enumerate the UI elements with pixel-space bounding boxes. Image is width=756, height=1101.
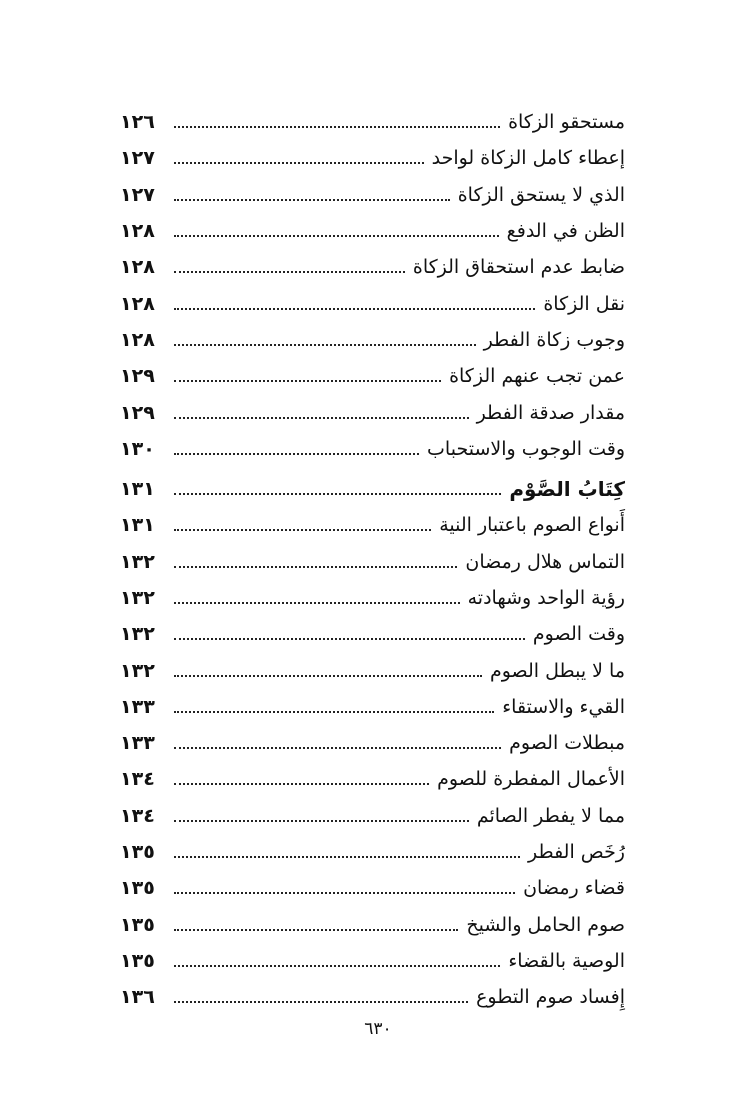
toc-entry-row [120, 322, 625, 358]
toc-entry-page-number: ١٣٤ [120, 804, 155, 827]
toc-entry-row [120, 689, 625, 725]
toc-section-heading-row [120, 471, 625, 507]
toc-entry-page-number: ١٣٢ [120, 550, 155, 573]
toc-entry-title: وقت الصوم [532, 623, 625, 646]
toc-entry-page-number: ١٣٣ [120, 695, 155, 718]
toc-entry-row [120, 177, 625, 213]
toc-entry-title: ضابط عدم استحقاق الزكاة [412, 256, 625, 279]
toc-entry-row [120, 544, 625, 580]
toc-entry-row [120, 834, 625, 870]
dot-leader [174, 638, 525, 640]
toc-entry-page-number: ١٢٩ [120, 365, 155, 388]
toc-entry-page-number: ١٣١ [120, 514, 155, 537]
dot-leader [174, 965, 500, 967]
toc-entry-title: نقل الزكاة [543, 292, 625, 315]
toc-entry-title: كِتَابُ الصَّوْم [509, 477, 625, 502]
toc-entry-title: رؤية الواحد وشهادته [467, 587, 625, 609]
dot-leader [174, 162, 424, 164]
dot-leader [174, 380, 441, 382]
dot-leader [174, 529, 431, 531]
toc-entry-row [120, 798, 625, 834]
toc-entry-title: ما لا يبطل الصوم [489, 659, 625, 682]
toc-entry-row [120, 249, 625, 285]
toc-entry-title: إِفساد صوم التطوع [476, 986, 625, 1009]
toc-entry-page-number: ١٣٢ [120, 623, 155, 646]
dot-leader [174, 493, 501, 495]
dot-leader [174, 235, 499, 237]
toc-entry-title: قضاء رمضان [523, 877, 625, 900]
dot-leader [174, 308, 535, 310]
toc-entry-page-number: ١٣٠ [120, 437, 155, 460]
toc-entry-title: صوم الحامل والشيخ [466, 913, 625, 936]
toc-entry-title: إعطاء كامل الزكاة لواحد [431, 147, 625, 170]
toc-entry-title: الذي لا يستحق الزكاة [457, 183, 625, 206]
toc-entry-page-number: ١٢٧ [120, 183, 155, 206]
toc-entry-title: مستحقو الزكاة [508, 111, 625, 134]
toc-entry-row [120, 943, 625, 979]
dot-leader [174, 344, 476, 346]
toc-entry-page-number: ١٣٢ [120, 659, 155, 682]
toc-entry-page-number: ١٣٦ [120, 986, 155, 1009]
toc-entry-row [120, 870, 625, 906]
toc-entry-row [120, 104, 625, 140]
dot-leader [174, 271, 405, 273]
dot-leader [174, 675, 482, 677]
toc-entry-title: عمن تجب عنهم الزكاة [449, 365, 625, 388]
dot-leader [174, 783, 429, 785]
toc-entry-title: مقدار صدقة الفطر [476, 401, 625, 424]
dot-leader [174, 453, 419, 455]
table-of-contents [120, 104, 625, 1015]
dot-leader [174, 856, 520, 858]
toc-entry-title: الأعمال المفطرة للصوم [437, 768, 625, 791]
toc-entry-title: رُخَص الفطر [528, 841, 625, 864]
dot-leader [174, 566, 457, 568]
toc-entry-title: الوصية بالقضاء [508, 949, 625, 972]
toc-entry-page-number: ١٣٣ [120, 732, 155, 755]
toc-entry-row [120, 140, 625, 176]
toc-entry-row [120, 652, 625, 688]
dot-leader [174, 199, 450, 201]
toc-entry-row [120, 761, 625, 797]
toc-entry-page-number: ١٣٥ [120, 841, 155, 864]
toc-entry-row [120, 580, 625, 616]
toc-entry-row [120, 979, 625, 1015]
toc-entry-title: وقت الوجوب والاستحباب [427, 437, 625, 460]
toc-entry-row [120, 507, 625, 543]
toc-entry-title: وجوب زكاة الفطر [483, 328, 625, 351]
dot-leader [174, 892, 515, 894]
dot-leader [174, 126, 500, 128]
toc-entry-title: أَنواع الصوم باعتبار النية [439, 514, 625, 537]
toc-entry-row [120, 213, 625, 249]
toc-entry-page-number: ١٣٢ [120, 587, 155, 609]
toc-entry-page-number: ١٣٥ [120, 877, 155, 900]
toc-entry-page-number: ١٢٩ [120, 401, 155, 424]
page-footer-number: ٦٣٠ [364, 1019, 392, 1039]
toc-entry-page-number: ١٣٥ [120, 949, 155, 972]
toc-entry-title: التماس هلال رمضان [465, 550, 625, 573]
toc-entry-page-number: ١٢٨ [120, 256, 155, 279]
dot-leader [174, 820, 469, 822]
dot-leader [174, 929, 458, 931]
toc-entry-page-number: ١٢٧ [120, 147, 155, 170]
toc-entry-title: الظن في الدفع [506, 220, 625, 243]
toc-entry-page-number: ١٣١ [120, 478, 155, 501]
toc-entry-title: مبطلات الصوم [509, 732, 625, 755]
toc-entry-page-number: ١٢٨ [120, 220, 155, 243]
dot-leader [174, 602, 460, 604]
toc-entry-row [120, 394, 625, 430]
toc-entry-title: القيء والاستقاء [502, 695, 625, 718]
toc-entry-page-number: ١٢٨ [120, 328, 155, 351]
toc-entry-row [120, 358, 625, 394]
toc-entry-row [120, 725, 625, 761]
toc-entry-page-number: ١٢٦ [120, 111, 155, 134]
toc-entry-page-number: ١٣٤ [120, 768, 155, 791]
toc-entry-row [120, 616, 625, 652]
dot-leader [174, 417, 469, 419]
dot-leader [174, 747, 501, 749]
toc-entry-title: مما لا يفطر الصائم [476, 804, 625, 827]
dot-leader [174, 1001, 468, 1003]
toc-entry-row [120, 285, 625, 321]
toc-entry-page-number: ١٢٨ [120, 292, 155, 315]
dot-leader [174, 711, 494, 713]
toc-entry-page-number: ١٣٥ [120, 913, 155, 936]
toc-entry-row [120, 907, 625, 943]
toc-entry-row [120, 431, 625, 467]
